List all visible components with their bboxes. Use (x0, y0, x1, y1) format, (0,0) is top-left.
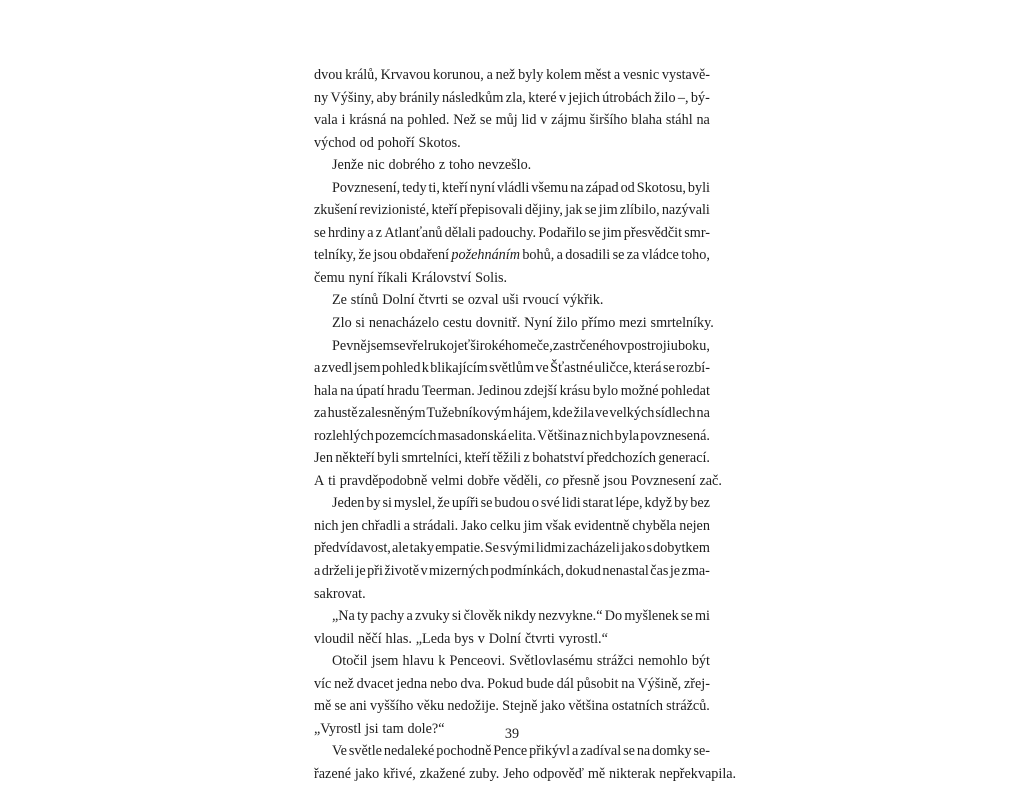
text-line: východ od pohoří Skotos. (314, 134, 461, 151)
text-line: A ti pravděpodobně velmi dobře věděli, co přesně jsou Povznesení zač. (314, 472, 722, 489)
text-line: Jenže nic dobrého z toho nevzešlo. (332, 157, 532, 174)
text-line: vala i krásná na pohled. Než se můj lid v zájmu širšího blaha stáhl na (314, 112, 710, 129)
text-line: Ve světle nedaleké pochodně Pence přikývl a zadíval se na domky se- (332, 743, 710, 760)
text-line: řazené jako křivé, zkažené zuby. Jeho odpověď mě nikterak nepřekvapila. (314, 765, 737, 782)
text-line: Povznesení, tedy ti, kteří nyní vládli všemu na západ od Skotosu, byli (332, 179, 710, 196)
text-line: mě se ani vyššího věku nedožije. Stejně jako většina ostatních strážců. (314, 698, 710, 715)
text-line: Pevně jsem sevřel rukojeť širokého meče, zastrčeného v postroji u boku, (332, 337, 710, 354)
text-line: zkušení revizionisté, kteří přepisovali dějiny, jak se jim zlíbilo, nazývali (314, 202, 710, 219)
text-line: rozlehlých pozemcích masadonská elita. Většina z nich byla povznesená. (314, 427, 710, 444)
text-line: Ze stínů Dolní čtvrti se ozval uši rvoucí výkřik. (332, 292, 604, 309)
text-line: se hrdiny a z Atlanťanů dělali padouchy. Podařilo se jim přesvědčit smr- (314, 224, 710, 241)
text-line: a zvedl jsem pohled k blikajícím světlům ve Šťastné uličce, která se rozbí- (314, 360, 710, 377)
text-line: Jen někteří byli smrtelníci, kteří těžili z bohatství předchozích generací. (314, 450, 710, 467)
book-page-text (314, 64, 737, 786)
text-line: a drželi je při životě v mizerných podmínkách, dokud nenastal čas je zma- (314, 563, 710, 580)
text-line: „Vyrostl jsi tam dole?“ (314, 720, 445, 737)
text-line: ny Výšiny, aby bránily následkům zla, které v jejich útrobách žilo –, bý- (314, 89, 710, 106)
text-line: Otočil jsem hlavu k Penceovi. Světlovlasému strážci nemohlo být (332, 653, 710, 670)
text-line: dvou králů, Krvavou korunou, a než byly kolem měst a vesnic vystavě- (314, 67, 710, 83)
text-line: „Na ty pachy a zvuky si člověk nikdy nezvykne.“ Do myšlenek se mi (332, 608, 710, 625)
text-line: čemu nyní říkali Království Solis. (314, 269, 508, 286)
text-line: Zlo si nenacházelo cestu dovnitř. Nyní žilo přímo mezi smrtelníky. (332, 315, 714, 332)
text-line: hala na úpatí hradu Teerman. Jedinou zdejší krásu bylo možné pohledat (314, 382, 710, 399)
text-line: telníky, že jsou obdaření požehnáním bohů, a dosadili se za vládce toho, (314, 247, 710, 264)
text-line: vloudil něčí hlas. „Leda bys v Dolní čtvrti vyrostl.“ (314, 630, 608, 647)
text-line: předvídavost, ale taky empatie. Se svými lidmi zacházeli jako s dobytkem (314, 540, 710, 557)
page-number: 39 (504, 726, 520, 742)
text-line: Jeden by si myslel, že upíři se budou o své lidi starat lépe, když by bez (332, 495, 710, 512)
text-line: za hustě zalesněným Tužebníkovým hájem, kde žila ve velkých sídlech na (314, 405, 710, 422)
text-line: víc než dvacet jedna nebo dva. Pokud bude dál působit na Výšině, zřej- (314, 675, 710, 692)
text-line: sakrovat. (314, 585, 366, 602)
text-line: nich jen chřadli a strádali. Jako celku jim však evidentně chyběla nejen (314, 517, 710, 534)
